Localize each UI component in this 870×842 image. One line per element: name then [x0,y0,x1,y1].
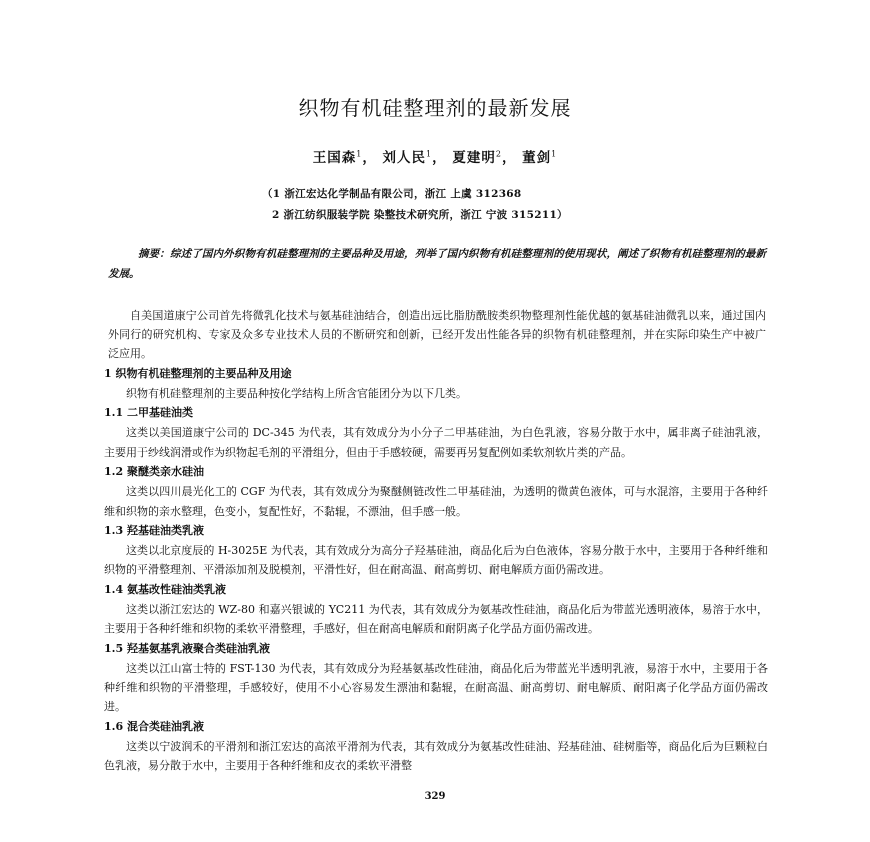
subsection-heading: 1.6 混合类硅油乳液 [104,719,204,733]
page-number: 329 [424,791,446,802]
subsection-paragraph: 这类以美国道康宁公司的 DC-345 为代表，其有效成分为小分子二甲基硅油，为白色乳液，容易分散于水中，属非离子硅油乳液，主要用于纱线润滑或作为织物起毛剂的平滑组分，但由于手感较硬，需要再另复配例如柔软剂软片类的产品。 [104,426,768,459]
intro-paragraph: 自美国道康宁公司首先将微乳化技术与氨基硅油结合，创造出远比脂肪酰胺类织物整理剂性能优越的氨基硅油微乳以来，通过国内外同行的研究机构、专家及众多专业技术人员的不断研究和创新，已经开发出性能各异的织物有机硅整理剂，并在实际印染生产中被广泛应用。 [108,309,766,360]
subsection-paragraph: 这类以北京度辰的 H-3025E 为代表，其有效成分为高分子羟基硅油，商品化后为白色液体，容易分散于水中，主要用于各种纤维和织物的平滑整理剂、平滑添加剂及脱模剂，平滑性好，但在耐高温、耐高剪切、耐电解质方面仍需改进。 [104,544,768,577]
abstract [108,244,766,284]
abstract-text: 综述了国内外织物有机硅整理剂的主要品种及用途，列举了国内织物有机硅整理剂的使用现状，阐述了织物有机硅整理剂的最新发展。 [108,248,767,280]
subsection-heading: 1.2 聚醚类亲水硅油 [104,465,204,479]
author: 董剑$^1$ [522,149,558,166]
subsection-paragraph: 这类以宁波润禾的平滑剂和浙江宏达的高浓平滑剂为代表，其有效成分为氨基改性硅油、羟基硅油、硅树脂等，商品化后为巨颗粒白色乳液，易分散于水中，主要用于各种纤维和皮衣的柔软平滑整 [104,739,768,773]
author-list: 王国森$^1$， 刘人民$^1$， 夏建明$^2$， 董剑$^1$ [312,149,558,166]
section-lead: 织物有机硅整理剂的主要品种按化学结构上所含官能团分为以下几类。 [126,387,467,400]
section-heading: 1 织物有机硅整理剂的主要品种及用途 [104,367,292,380]
subsection-heading: 1.1 二甲基硅油类 [104,406,193,420]
affiliation-2: 2 浙江纺织服装学院 染整技术研究所，浙江 宁波 315211） [272,209,568,221]
abstract-label: 摘要： [138,248,170,260]
author: 夏建明$^2$ [452,149,502,166]
subsection-heading: 1.3 羟基硅油类乳液 [104,524,204,538]
subsection-paragraph: 这类以江山富士特的 FST-130 为代表，其有效成分为羟基氨基改性硅油，商品化后为带蓝光半透明乳液，易溶于水中，主要用于各种纤维和织物的平滑整理，手感较好，使用不小心容易发生漂油和黏辊，在耐高温、耐高剪切、耐电解质、耐阳离子化学品方面仍需改进。 [104,661,768,714]
subsection-heading: 1.5 羟基氨基乳液聚合类硅油乳液 [104,641,270,655]
subsection-paragraph: 这类以四川晨光化工的 CGF 为代表，其有效成分为聚醚侧链改性二甲基硅油，为透明的微黄色液体，可与水混溶，主要用于各种纤维和织物的亲水整理，色变小，复配性好，不黏辊，不漂油，但手感一般。 [104,485,768,518]
affiliation-1: （1 浙江宏达化学制品有限公司，浙江 上虞 312368 [262,188,522,200]
subsection-paragraph: 这类以浙江宏达的 WZ-80 和嘉兴银诚的 YC211 为代表，其有效成分为氨基改性硅油，商品化后为带蓝光透明液体，易溶于水中，主要用于各种纤维和织物的柔软平滑整理，手感好，但在耐高电解质和耐阴离子化学品方面仍需改进。 [104,602,768,636]
subsection-heading: 1.4 氨基改性硅油类乳液 [104,582,226,596]
author: 王国森$^1$ [312,149,363,166]
section-1 [104,364,768,776]
paper-title: 织物有机硅整理剂的最新发展 [298,96,572,120]
author: 刘人民$^1$ [382,149,433,166]
